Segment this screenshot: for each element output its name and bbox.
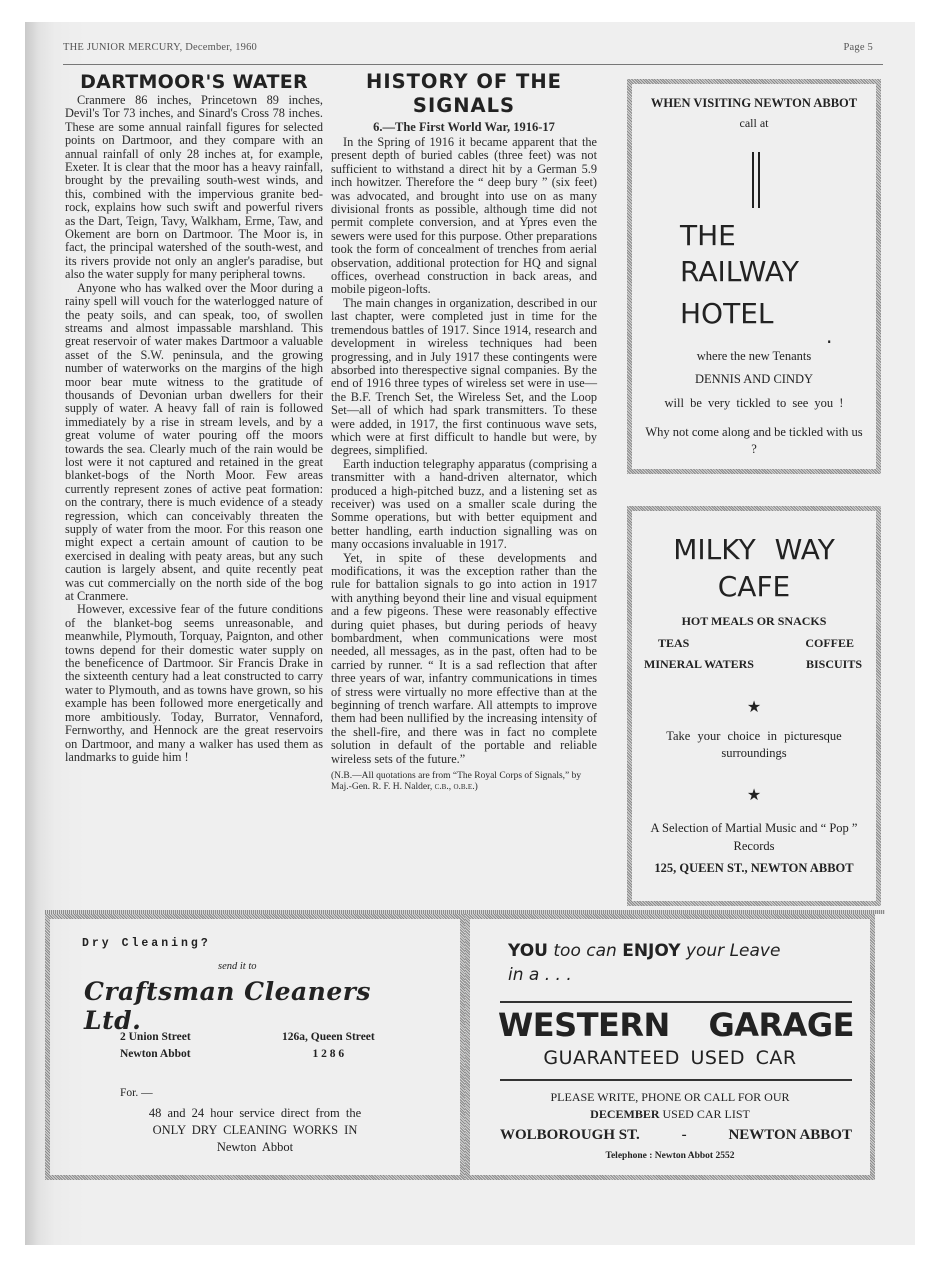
paragraph: Anyone who has walked over the Moor during a rainy spell will vouch for the waterlogged nature of the peaty soils, and can speak, too, of swollen streams and almost impassable marshland. This great reservoir of water makes Dartmoor a valuable asset of the S.W. peninsula, and the growing number of waterworks on the margins of the high moor bear mute witness to the gratitude of thousands of Devonian urban dwellers for their supply of water. A heavy fall of rain is followed immediately by a rise in stream levels, and by a great volume of water pouring off the moors towards the sea. Clearly much of the rain would be lost were it not captured and retained in the great blanket-bogs of the North Moor. Few areas currently represent zones of active peat formation: on the contrary, there is much evidence of a steady regression, which can conceivably threaten the supply of water from the moor. For this reason one might expect a certain amount of caution to be exercised in dealing with peaty areas, but any such caution is largely absent, and quite recently peat was cut commercially on the north side of the bog at Cranmere.: [65, 280, 323, 604]
menu-row: [632, 633, 876, 655]
ad-milky-way-cafe: [627, 506, 881, 906]
tag-word: your Leave: [685, 941, 781, 961]
cta-line: PLEASE WRITE, PHONE OR CALL FOR OUR: [550, 1090, 790, 1104]
phone-number: 1 2 8 6: [312, 1048, 345, 1060]
cta-month: DECEMBER: [590, 1107, 660, 1121]
newspaper-page: [25, 22, 915, 1245]
for-label: For. —: [120, 1087, 153, 1099]
ad-craftsman-cleaners: [45, 914, 465, 1180]
address-union-street: [120, 1029, 191, 1063]
tenants-names: DENNIS AND CINDY: [694, 372, 814, 386]
ad-question: Dry Cleaning?: [82, 937, 211, 950]
invite-line: Why not come along and be tickled with us ?: [645, 425, 863, 456]
paragraph: Earth induction telegraphy apparatus (comprising a transmitter with a hand-driven alternator, which produced a high-pitched buzz, and a listening set as receiver) was used on a smaller scale during the Somme operations, but with better equipment and better handling, earth induction signalling was on many occasions invaluable in 1917.: [331, 456, 597, 552]
menu-row: [632, 654, 876, 676]
cafe-name-line1: MILKY WAY: [673, 533, 835, 566]
article-subtitle: 6.—The First World War, 1916-17: [373, 120, 555, 134]
railway-lines-icon: [752, 152, 762, 212]
ad-railway-hotel: [627, 79, 881, 474]
tag-word: ENJOY: [622, 941, 681, 961]
menu-item: HOT MEALS OR SNACKS: [681, 614, 827, 628]
garage-name-word: WESTERN: [498, 1006, 670, 1044]
tickled-line: will be very tickled to see you !: [664, 396, 844, 410]
cafe-menu: [632, 611, 876, 676]
menu-item: COFFEE: [805, 635, 854, 650]
running-head: [63, 42, 873, 60]
tag-word: YOU: [508, 941, 548, 961]
address-queen-street: [282, 1029, 375, 1063]
cta-list: USED CAR LIST: [662, 1107, 750, 1121]
article-history-signals: [331, 70, 597, 793]
menu-row: [632, 611, 876, 633]
separator: -: [681, 1127, 687, 1143]
address-line: 2 Union Street: [120, 1031, 191, 1043]
hotel-name-the: THE: [680, 219, 736, 252]
paragraph: Cranmere 86 inches, Princetown 89 inches, Devil's Tor 73 inches, and Sinard's Cross 78 inches. These are some annual rainfall figures for selected points on Dartmoor, and they compare with an annual rainfall of only 28 inches at, for example, Exeter. It is clear that the moor has a heavy rainfall, brought by the prevailing south-west winds, and this, combined with the impervious granite bed-rock, explains how such swift and powerful rivers as the Dart, Teign, Tavy, Walkham, Erme, Taw, and Okement are born on Dartmoor. The Moor is, in fact, the principal watershed of the south-west, and its rivers provide not only an angler's paradise, but also the water supply for many peripheral towns.: [65, 93, 323, 282]
tag-word: in a . . .: [508, 965, 572, 985]
paragraph: Yet, in spite of these developments and modifications, it was the exception rather than the rule for battalion signals to go into action in 1917 with anything beyond their line and visual equipment and a few pigeons. These were reasonably effective during quiet phases, but during periods of heavy bombardment, when communications were most needed, all messages, as in the past, often had to be carried by runner. “ It is a sad reflection that after three years of war, infantry communications in times of stress were virtually no more effective than at the beginning of trench warfare. All attempts to improve them had been nullified by the increasing intensity of the shell-fire, and there was in fact no complete solution in default of the portable and reliable wireless sets of the future.”: [331, 550, 597, 766]
star-icon: ★: [746, 787, 762, 804]
article-body: [331, 136, 597, 766]
ad-headline: WHEN VISITING NEWTON ABBOT: [650, 96, 858, 110]
music-line: A Selection of Martial Music and “ Pop ” Records: [650, 821, 858, 853]
cta-line: [470, 1106, 870, 1123]
hotel-name-railway: RAILWAY: [680, 255, 799, 288]
address-line: 126a, Queen Street: [282, 1031, 375, 1043]
article-title: HISTORY OF THE SIGNALS: [366, 70, 562, 117]
cafe-name-line2: CAFE: [717, 570, 791, 603]
source-note: [331, 771, 597, 793]
article-body: [65, 94, 323, 764]
garage-name: [498, 1005, 854, 1045]
ad-western-garage: [465, 914, 875, 1180]
town: NEWTON ABBOT: [728, 1127, 852, 1143]
tenants-intro: where the new Tenants: [696, 349, 812, 363]
ad-callout: call at: [739, 116, 769, 130]
paragraph: However, excessive fear of the future conditions of the blanket-bog seems unreasonable, and meanwhile, Plymouth, Torquay, Paignton, and other towns depend for their domestic water supply on the beneficence of Dartmoor. Sir Francis Drake in the sixteenth century had a leat constructed to carry water to Plymouth, and as towns have grown, so his example has been followed more energetically and more ambitiously. Today, Burrator, Vennaford, Fernworthy, and Hennock are the great reservoirs on Dartmoor, and many a walker has used them as landmarks to guide him !: [65, 602, 323, 764]
send-it-to: send it to: [218, 961, 257, 972]
header-rule: [63, 64, 883, 65]
menu-item: MINERAL WATERS: [644, 657, 754, 671]
company-name: Craftsman Cleaners Ltd.: [84, 977, 372, 1035]
tag-word: too can: [553, 941, 617, 961]
hotel-name-dot: .: [826, 324, 833, 348]
cafe-address: 125, QUEEN ST., NEWTON ABBOT: [654, 861, 854, 875]
garage-name-word: GARAGE: [708, 1006, 854, 1044]
menu-item: BISCUITS: [805, 657, 862, 671]
page-number: Page 5: [843, 42, 873, 53]
street: WOLBOROUGH ST.: [500, 1127, 640, 1143]
article-title: DARTMOOR'S WATER: [80, 71, 308, 93]
cafe-name: [632, 531, 876, 605]
ad-tagline: [508, 939, 848, 987]
call-to-action: [470, 1089, 870, 1123]
star-icon: ★: [746, 699, 762, 716]
hotel-name-hotel: HOTEL: [680, 297, 774, 330]
article-dartmoor-water: [65, 70, 323, 764]
address-line: Newton Abbot: [120, 1048, 191, 1060]
paragraph: In the Spring of 1916 it became apparent that the present depth of buried cables (three feet) was not sufficient to withstand a direct hit by a German 5.9 inch howitzer. Therefore the “ deep bury ” (six feet) was advocated, and brought into use on as many divisional fronts as possible, although time did not permit complete conversion, and at Ypres even the sewers were used for this purpose. Other preparations took the form of concealment of trenches from aerial observation, additional protection for HQ and signal offices, overhead construction in back areas, and mobile pigeon-lofts.: [331, 135, 597, 297]
garage-subtitle: GUARANTEED USED CAR: [543, 1047, 797, 1069]
publication-line: THE JUNIOR MERCURY, December, 1960: [63, 42, 258, 53]
service-description: 48 and 24 hour service direct from the ONLY DRY CLEANING WORKS IN Newton Abbot: [148, 1106, 362, 1154]
divider-rule: [500, 1001, 852, 1003]
choice-line: Take your choice in picturesque surroundings: [666, 729, 842, 760]
garage-address: [500, 1127, 852, 1144]
divider-rule: [500, 1079, 852, 1081]
menu-item: TEAS: [658, 635, 690, 650]
source-note-honours: c.b., o.b.e.): [434, 782, 478, 793]
garage-telephone: Telephone : Newton Abbot 2552: [605, 1151, 735, 1161]
source-note-text: (N.B.—All quotations are from “The Royal Corps of Signals,” by Maj.-Gen. R. F. H. Nalder,: [331, 771, 582, 793]
paragraph: The main changes in organization, described in our last chapter, were completed just in time for the tremendous battles of 1917. Since 1914, research and development in wireless techniques had been progressing, and in July 1917 these contingents were absorbed into therespective signal companies. By the end of 1916 three types of wireless set were in use—the B.F. Trench Set, the Wireless Set, and the Loop Set—all of which had spark transmitters. To these were added, in 1917, the first continuous wave sets, which were at first difficult to handle but were, by degrees, simplified.: [331, 295, 597, 458]
